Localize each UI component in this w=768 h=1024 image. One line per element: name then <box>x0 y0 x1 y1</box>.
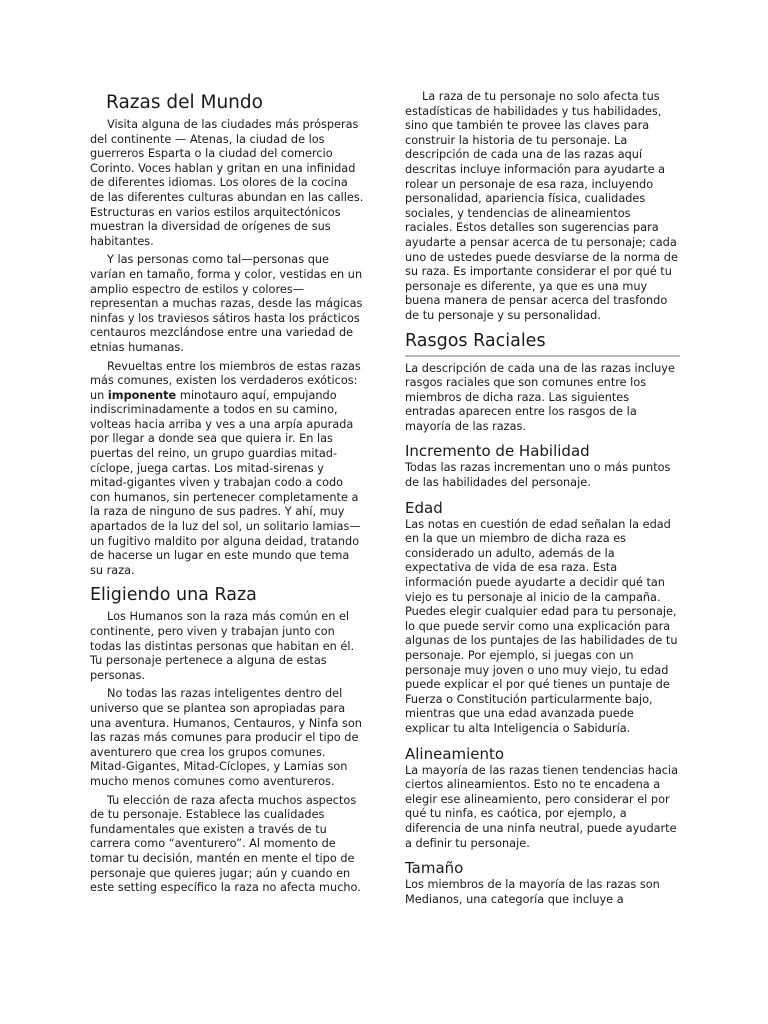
section-heading: Eligiendo una Raza <box>90 585 257 606</box>
subsection-heading: Alineamiento <box>405 744 505 763</box>
text-run: minotauro aquí, empujando indiscriminadamente a todos en su camino, volteas hacia arriba y ves a una arpía apurada por llegar a donde sea que quiera ir. En las puertas del reino, un grupo guardias mitad-cíclope, juega cartas. Los mitad-sirenas y mitad-gigantes viven y trabajan codo a codo con humanos, sin pertenecer completamente a la raza de ninguno de sus padres. Y ahí, muy apartados de la luz del sol, un solitario lamias—un fugitivo maldito por alguna deidad, tratando de hacerse un lugar en este mundo que tema su raza. <box>90 388 361 577</box>
paragraph: Las notas en cuestión de edad señalan la edad en la que un miembro de dicha raza es considerado un adulto, además de la expectativa de vida de esa raza. Esta información puede ayudarte a decidir qué tan viejo es tu personaje al inicio de la campaña. Puedes elegir cualquier edad para tu personaje, lo que puede servir como una explicación para algunas de los puntajes de las habilidades de tu personaje. Por ejemplo, si juegas con un personaje muy joven o uno muy viejo, tu edad puede explicar el por qué tienes un puntaje de Fuerza o Constitución particularmente bajo, mientras que una edad avanzada puede explicar tu alta Inteligencia o Sabiduría. <box>405 517 678 735</box>
section-heading: Rasgos Raciales <box>405 330 680 357</box>
subsection-heading: Incremento de Habilidad <box>405 442 590 461</box>
subsection-heading: Edad <box>405 498 443 517</box>
paragraph: Los Humanos son la raza más común en el continente, pero viven y trabajan junto con todas las distintas personas que habitan en él. Tu personaje pertenece a alguna de estas personas. <box>90 610 355 682</box>
paragraph: Todas las razas incrementan uno o más puntos de las habilidades del personaje. <box>405 461 671 490</box>
paragraph: Los miembros de la mayoría de las razas son Medianos, una categoría que incluye a <box>405 878 660 906</box>
subsection-heading: Tamaño <box>405 859 464 878</box>
paragraph <box>90 360 364 579</box>
text-run: Revueltas entre los miembros de estas razas más comunes, existen los verdaderos exóticos: un <box>90 359 361 402</box>
paragraph: No todas las razas inteligentes dentro del universo que se plantea son apropiadas para una aventura. Humanos, Centauros, y Ninfa son las razas más comunes para producir el tipo de aventurero que crea los grupos comunes. Mitad-Gigantes, Mitad-Cíclopes, y Lamias son mucho menos comunes como aventureros. <box>90 687 362 788</box>
paragraph: La raza de tu personaje no solo afecta tus estadísticas de habilidades y tus habilidades, sino que también te provee las claves para construir la historia de tu personaje. La descripción de cada una de las razas aquí descritas incluye información para ayudarte a rolear un personaje de esa raza, incluyendo personalidad, apariencia física, cualidades sociales, y tendencias de alineamientos raciales. Estos detalles son sugerencias para ayudarte a pensar acerca de tu personaje; cada uno de ustedes puede desviarse de la norma de su raza. Es importante considerar el por qué tu personaje es diferente, ya que es una muy buena manera de pensar acerca del trasfondo de tu personaje y su personalidad. <box>405 90 678 322</box>
right-column <box>405 90 680 911</box>
left-column <box>90 90 364 900</box>
paragraph: Y las personas como tal—personas que varían en tamaño, forma y color, vestidas en un amplio espectro de estilos y colores—representan a muchas razas, desde las mágicas ninfas y los traviesos sátiros hasta los prácticos centauros mezclándose entre una variedad de etnias humanas. <box>90 253 363 354</box>
emphasized-word: imponente <box>107 388 177 402</box>
paragraph: La descripción de cada una de las razas incluye rasgos raciales que son comunes entre los miembros de dicha raza. Las siguientes entradas aparecen entre los rasgos de la mayoría de las razas. <box>405 361 675 433</box>
paragraph: Visita alguna de las ciudades más prósperas del continente — Atenas, la ciudad de los guerreros Esparta o la ciudad del comercio Corinto. Voces hablan y gritan en una infinidad de diferentes idiomas. Los olores de la cocina de las diferentes culturas abundan en las calles. Estructuras en varios estilos arquitectónicos muestran la diversidad de orígenes de sus habitantes. <box>90 118 364 248</box>
page-title: Razas del Mundo <box>106 92 263 113</box>
paragraph: Tu elección de raza afecta muchos aspectos de tu personaje. Establece las cualidades fundamentales que existen a través de tu carrera como “aventurero”. Al momento de tomar tu decisión, mantén en mente el tipo de personaje que quieres jugar; aún y cuando en este setting específico la raza no afecta mucho. <box>90 793 361 895</box>
paragraph: La mayoría de las razas tienen tendencias hacia ciertos alineamientos. Esto no te encadena a elegir ese alineamiento, pero considerar el por qué tu ninfa, es caótica, por ejemplo, a diferencia de una ninfa neutral, puede ayudarte a definir tu personaje. <box>405 763 679 850</box>
